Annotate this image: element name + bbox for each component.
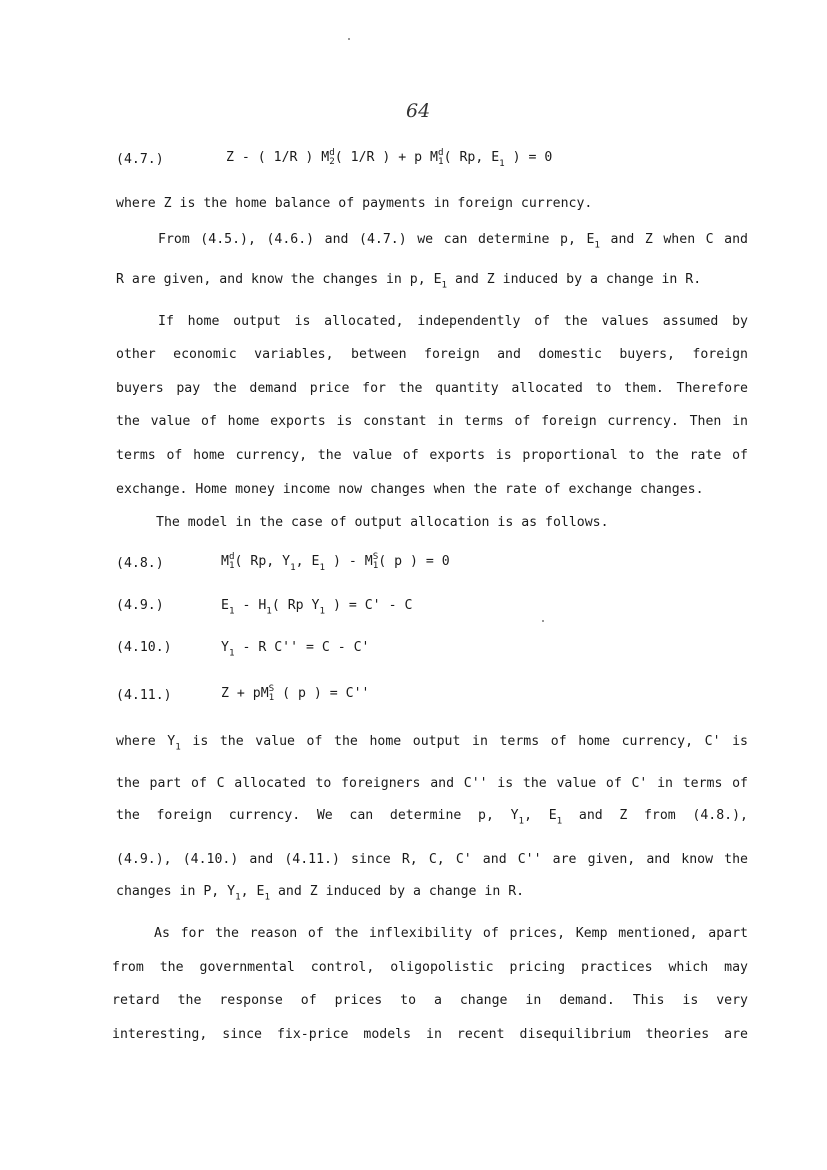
equation-label-4-8: (4.8.) [116, 556, 164, 571]
paragraph-line: from the governmental control, oligopolistic pricing practices which may [112, 960, 748, 975]
paragraph-line: From (4.5.), (4.6.) and (4.7.) we can determine p, $E_1$ and Z when C and [158, 232, 748, 251]
paragraph-line: interesting, since fix-price models in recent disequilibrium theories are [112, 1027, 748, 1042]
equation-label-4-9: (4.9.) [116, 598, 164, 613]
paragraph-line: where $Y_1$ is the value of the home output in terms of home currency, C' is [116, 734, 748, 753]
paragraph-line: As for the reason of the inflexibility of prices, Kemp mentioned, apart [154, 926, 748, 941]
equation-4-10: $Y_1$ - R C'' = C - C' [221, 640, 370, 659]
paragraph-line: the value of home exports is constant in terms of foreign currency. Then in [116, 414, 748, 429]
equation-label-4-7: (4.7.) [116, 152, 164, 167]
equation-4-11: Z + pM S 1 ( p ) = C'' [221, 683, 370, 704]
equation-label-4-11: (4.11.) [116, 688, 172, 703]
paragraph-line: other economic variables, between foreign and domestic buyers, foreign [116, 347, 748, 362]
paragraph-line: buyers pay the demand price for the quantity allocated to them. Therefore [116, 381, 748, 396]
equation-4-8: M d 1 ( Rp, $Y_1$, $E_1$ ) - M S 1 ( p ) = 0 [221, 551, 450, 573]
paragraph-line: R are given, and know the changes in p, $E_1$ and Z induced by a change in R. [116, 272, 702, 291]
page-number: 64 [406, 100, 431, 122]
paragraph-line: where Z is the home balance of payments in foreign currency. [116, 196, 593, 211]
paragraph-line: the foreign currency. We can determine p, $Y_1$, $E_1$ and Z from (4.8.), [116, 808, 748, 827]
scan-speck [542, 620, 544, 622]
equation-4-7: Z - ( 1/R ) M d 2 ( 1/R ) + p M d 1 ( Rp, $E_1$ ) = 0 [226, 147, 553, 169]
paragraph-line: exchange. Home money income now changes when the rate of exchange changes. [116, 482, 704, 497]
paragraph-line: The model in the case of output allocation is as follows. [156, 515, 609, 530]
equation-label-4-10: (4.10.) [116, 640, 172, 655]
paragraph-line: terms of home currency, the value of exports is proportional to the rate of [116, 448, 748, 463]
paragraph-line: retard the response of prices to a change in demand. This is very [112, 993, 748, 1008]
equation-4-9: $E_1 - H_1$( Rp $Y_1$ ) = C' - C [221, 598, 413, 617]
scan-speck [348, 38, 350, 40]
paragraph-line: the part of C allocated to foreigners and C'' is the value of C' in terms of [116, 776, 748, 791]
paragraph-line: (4.9.), (4.10.) and (4.11.) since R, C, C' and C'' are given, and know the [116, 852, 748, 867]
paragraph-line: changes in P, $Y_1$, $E_1$ and Z induced by a change in R. [116, 884, 525, 903]
paragraph-line: If home output is allocated, independently of the values assumed by [158, 314, 748, 329]
